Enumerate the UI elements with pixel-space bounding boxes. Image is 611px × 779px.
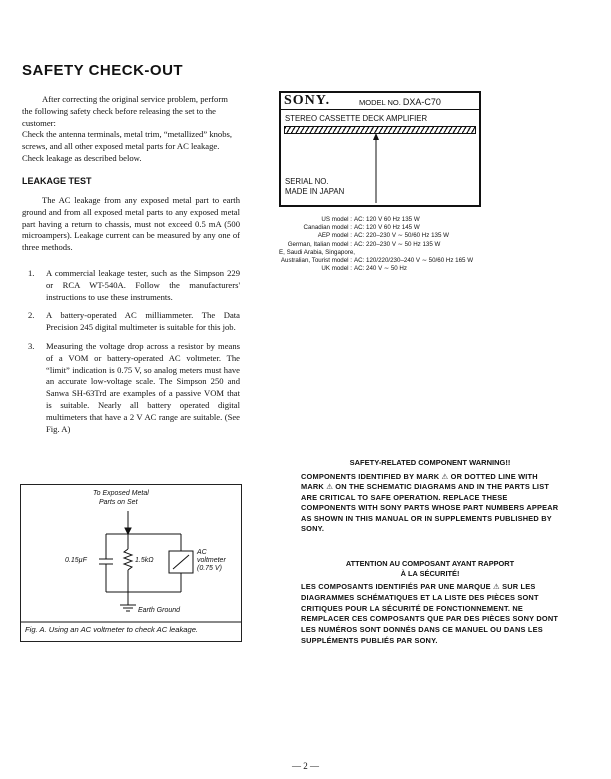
intro-paragraph: After correcting the original service problem, perform the following safety check before releasing the set to the customer: — [22, 94, 228, 128]
product-name: STEREO CASSETTE DECK AMPLIFIER — [285, 114, 428, 123]
warning-title: SAFETY-RELATED COMPONENT WARNING!! — [349, 458, 511, 467]
list-item — [22, 341, 240, 435]
warning-body: COMPONENTS IDENTIFIED BY MARK ⚠ OR DOTTED LINE WITH MARK ⚠ ON THE SCHEMATIC DIAGRAMS AND IN THE PARTS LIST ARE CRITICAL TO SAFE OPERATION. REPLACE THESE COMPONENTS WITH SONY PARTS WHOSE PART NUMBERS APPEAR AS SHOWN IN THIS MANUAL OR IN SUPPLEMENTS PUBLISHED BY SONY. — [301, 472, 559, 534]
power-spec: AC: 240 V ∼ 50 Hz — [354, 265, 407, 273]
resistor-value: 1.5kΩ — [135, 557, 154, 564]
capacitor-value: 0.15µF — [65, 557, 87, 564]
resistor-zigzag — [124, 549, 132, 570]
arrow-down-icon — [125, 528, 131, 534]
model-name: German, Italian model : — [287, 240, 352, 248]
page-number: — 2 — — [292, 761, 319, 771]
table-row — [279, 216, 609, 224]
attention-title-line: ATTENTION AU COMPOSANT AYANT RAPPORT — [345, 559, 515, 568]
list-item — [22, 310, 240, 334]
power-spec: AC: 220–230 V ∼ 50 Hz 135 W — [354, 240, 441, 248]
meter-label: AC — [197, 549, 207, 556]
figure-a-circuit — [20, 484, 242, 642]
table-row — [279, 232, 609, 240]
list-item-text: A battery-operated AC milliammeter. The Data Precision 245 digital multimeter is suitable for this job. — [46, 310, 240, 333]
model-name: UK model : — [321, 265, 352, 273]
table-row — [279, 224, 609, 232]
attention-title — [300, 559, 560, 579]
list-item-number: 2. — [28, 310, 35, 321]
model-name: AEP model : — [317, 232, 352, 240]
table-row — [279, 265, 609, 273]
intro-text — [22, 94, 240, 165]
model-value: DXA-C70 — [402, 97, 441, 107]
rating-label — [279, 91, 481, 207]
methods-list — [22, 268, 240, 442]
power-spec: AC: 120 V 60 Hz 135 W — [354, 216, 420, 223]
power-spec: AC: 120/220/230–240 V ∼ 50/60 Hz 165 W — [354, 256, 474, 264]
page-title: SAFETY CHECK-OUT — [22, 62, 184, 79]
model-name: US model : — [321, 216, 352, 223]
meter-label: voltmeter — [197, 557, 226, 564]
meter-label: (0.75 V) — [197, 565, 222, 572]
ground-label: Earth Ground — [138, 607, 181, 614]
figure-top-label: Parts on Set — [99, 499, 138, 506]
list-item-text: A commercial leakage tester, such as the Simpson 229 or RCA WT-540A. Follow the manufacturers' instructions to use these instruments. — [46, 268, 240, 302]
leakage-test-heading: LEAKAGE TEST — [22, 176, 92, 186]
attention-body: LES COMPOSANTS IDENTIFIÉS PAR UNE MARQUE ⚠ SUR LES DIAGRAMMES SCHÉMATIQUES ET LA LISTE DES PIÈCES SONT CRITIQUES POUR LA SÉCURITÉ DE FONCTIONNEMENT. NE REMPLACER CES COMPOSANTS QUE PAR DES PIÈCES SONY DONT LES NUMÉROS SONT DONNÉS DANS CE MANUEL OU DANS LES SUPPLÉMENTS PUBLIÉS PAR SONY. — [301, 582, 559, 645]
power-spec: AC: 120 V 60 Hz 145 W — [354, 224, 420, 232]
figure-caption: Fig. A. Using an AC voltmeter to check AC leakage. — [25, 625, 199, 634]
made-in: MADE IN JAPAN — [285, 187, 345, 196]
list-item-number: 3. — [28, 340, 35, 351]
sony-logo: SONY. — [284, 93, 331, 108]
table-row — [279, 257, 609, 265]
voltage-table — [279, 216, 609, 273]
list-item-number: 1. — [28, 268, 35, 278]
model-prefix: MODEL NO. — [359, 98, 401, 107]
list-item — [22, 268, 240, 303]
serial-number: SERIAL NO. — [285, 177, 329, 186]
intro-paragraph: Check the antenna terminals, metal trim, “metallized” knobs, screws, and all other exposed metal parts for AC leakage. Check leakage as described below. — [22, 129, 232, 163]
model-name: E, Saudi Arabia, Singapore, — [279, 248, 356, 256]
attention-title-line: À LA SÉCURITÉ! — [400, 569, 460, 578]
table-row — [279, 241, 609, 249]
figure-top-label: To Exposed Metal — [93, 490, 149, 497]
model-name: Canadian model : — [303, 224, 352, 232]
meter-needle — [173, 555, 189, 569]
model-name: Australian, Tourist model : — [280, 256, 352, 264]
list-item-text: Measuring the voltage drop across a resistor by means of a VOM or battery-operated AC voltmeter. The “limit” indication is 0.75 V, so analog meters must have an accurate low-voltage scale. The Simpson 250 and Sanwa SH-63Trd are examples of a passive VOM that is suitable. Nearly all battery operated digital multimeters that have a 2 V AC range are suitable. (See Fig. A) — [46, 340, 240, 434]
table-row — [279, 249, 609, 257]
leakage-test-body: The AC leakage from any exposed metal part to earth ground and from all exposed metal parts to any exposed metal part having a return to chassis, must not exceed 0.5 mA (500 microampers). Leakage current can be measured by any one of three methods. — [22, 195, 240, 253]
power-spec: AC: 220–230 V ∼ 50/60 Hz 135 W — [354, 232, 449, 240]
